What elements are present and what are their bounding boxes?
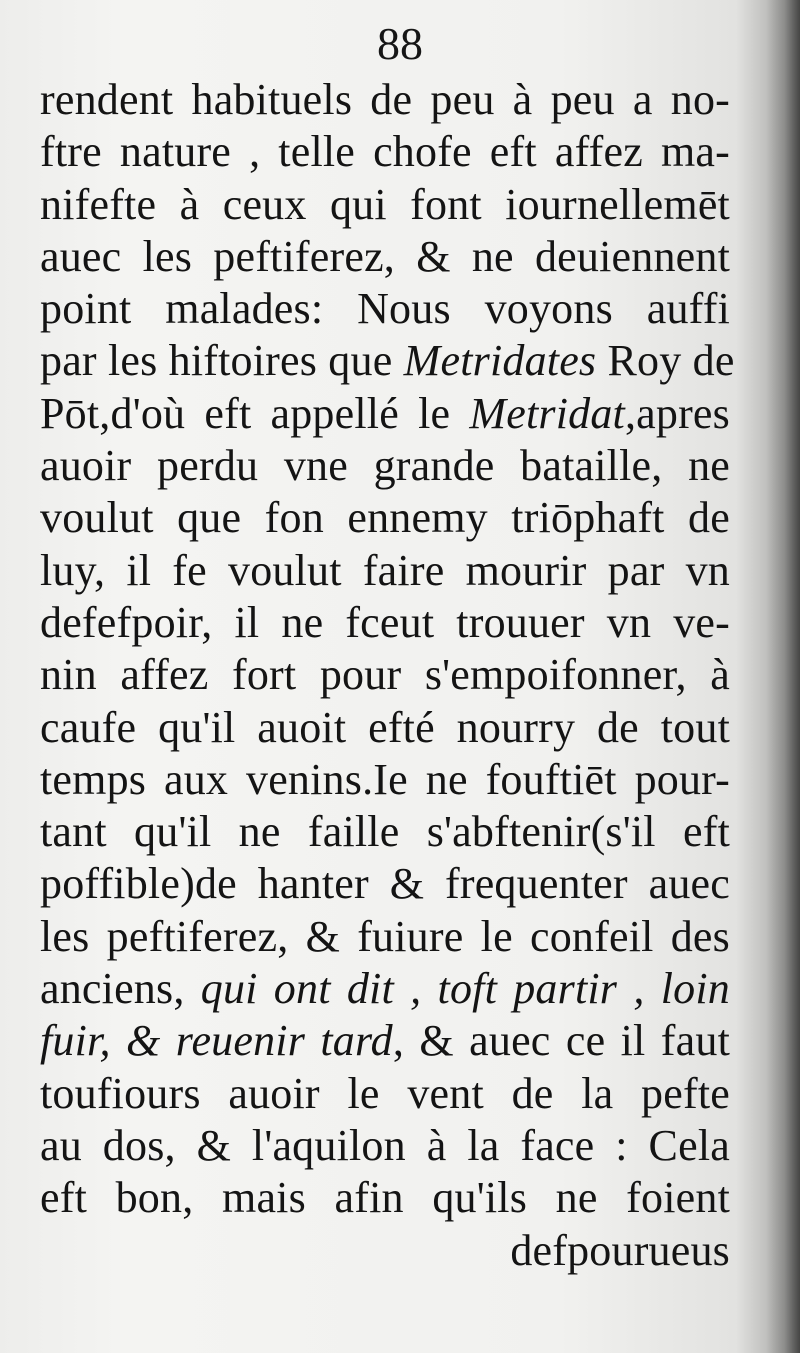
text-line-21: au dos, & l'aquilon à la face : Cela xyxy=(40,1120,730,1170)
catchword: defpourueus xyxy=(510,1225,730,1275)
text-line-22: eft bon, mais afin qu'ils ne foient xyxy=(40,1173,730,1223)
body-text xyxy=(40,74,735,1277)
page-number: 88 xyxy=(377,18,423,69)
text-line-5: point malades: Nous voyons auffi xyxy=(40,284,730,334)
text-line-2: ftre nature , telle chofe eft affez ma- xyxy=(40,127,730,177)
text-line-9: voulut que fon ennemy triōphaft de xyxy=(40,493,730,543)
binding-shadow xyxy=(766,0,800,1353)
italic-quote-end: fuir, & reuenir tard xyxy=(40,1016,393,1066)
text-line-3: nifefte à ceux qui font iournellemēt xyxy=(40,179,730,229)
text-line-8: auoir perdu vne grande bataille, ne xyxy=(40,441,730,491)
italic-name-metridat: Metridat xyxy=(469,388,625,438)
text-line-18: anciens, qui ont dit , toft partir , loin xyxy=(40,964,730,1014)
text-line-12: nin affez fort pour s'empoifonner, à xyxy=(40,650,730,700)
text-line-15: tant qu'il ne faille s'abftenir(s'il eft xyxy=(40,807,730,857)
text-line-19: fuir, & reuenir tard, & auec ce il faut xyxy=(40,1016,731,1066)
text-line-1: rendent habituels de peu à peu a no- xyxy=(40,75,730,124)
text-line-10: luy, il fe voulut faire mourir par vn xyxy=(40,545,730,595)
text-line-20: toufiours auoir le vent de la pefte xyxy=(40,1068,730,1118)
text-line-14: temps aux venins.Ie ne fouftiēt pour- xyxy=(40,754,730,804)
text-line-7: Pōt,d'où eft appellé le Metridat,apres xyxy=(40,388,730,438)
text-line-13: caufe qu'il auoit efté nourry de tout xyxy=(40,702,730,752)
text-line-6: par les hiftoires que Metridates Roy de xyxy=(40,336,735,386)
italic-name-metridates: Metridates xyxy=(403,336,597,386)
italic-quote: qui ont dit , toft partir , loin xyxy=(200,964,730,1014)
text-line-11: defefpoir, il ne fceut trouuer vn ve- xyxy=(40,597,730,647)
text-line-16: poffible)de hanter & frequenter auec xyxy=(40,859,730,909)
text-line-4: auec les peftiferez, & ne deuiennent xyxy=(40,231,730,281)
text-line-17: les peftiferez, & fuiure le confeil des xyxy=(40,911,730,961)
